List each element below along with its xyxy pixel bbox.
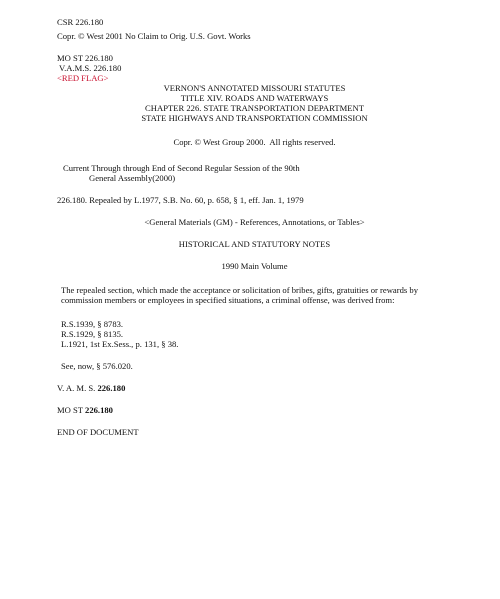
footer-most bbox=[57, 405, 457, 415]
end-of-document: END OF DOCUMENT bbox=[57, 427, 139, 437]
mo-st-reference: MO ST 226.180 bbox=[57, 53, 113, 63]
see-now: See, now, § 576.020. bbox=[61, 361, 133, 371]
header-citation: CSR 226.180 bbox=[57, 17, 104, 27]
repeal-paragraph: The repealed section, which made the acceptance or solicitation of bribes, gifts, gratuities or rewards by commission members or employees in specified situations, a criminal offense, was derived from: bbox=[61, 285, 418, 305]
derivation-item: R.S.1939, § 8783. bbox=[61, 319, 124, 329]
copyright-2000: Copr. © West Group 2000. All rights reserved. bbox=[173, 137, 336, 147]
footer-vams-prefix: V. A. M. S. bbox=[57, 383, 98, 393]
currency-line-2: General Assembly(2000) bbox=[89, 173, 176, 183]
red-flag-link[interactable]: <RED FLAG> bbox=[57, 73, 109, 83]
title-line-2: TITLE XIV. ROADS AND WATERWAYS bbox=[180, 93, 329, 103]
footer-vams-number: 226.180 bbox=[97, 383, 126, 393]
vams-reference: V.A.M.S. 226.180 bbox=[59, 63, 122, 73]
derivation-item: R.S.1929, § 8135. bbox=[61, 329, 124, 339]
title-line-3: CHAPTER 226. STATE TRANSPORTATION DEPARTMENT bbox=[145, 103, 364, 113]
general-materials-link[interactable]: <General Materials (GM) - References, Annotations, or Tables> bbox=[144, 217, 365, 227]
copyright-works: Copr. © West 2001 No Claim to Orig. U.S. Govt. Works bbox=[57, 31, 251, 41]
section-text: 226.180. Repealed by L.1977, S.B. No. 60, p. 658, § 1, eff. Jan. 1, 1979 bbox=[57, 195, 304, 205]
derivation-item: L.1921, 1st Ex.Sess., p. 131, § 38. bbox=[61, 339, 179, 349]
footer-vams bbox=[57, 383, 457, 393]
title-line-1: VERNON'S ANNOTATED MISSOURI STATUTES bbox=[163, 83, 346, 93]
currency-line-1: Current Through through End of Second Regular Session of the 90th bbox=[63, 163, 300, 173]
footer-most-number: 226.180 bbox=[85, 405, 113, 415]
statute-document bbox=[57, 17, 457, 437]
footer-most-prefix: MO ST bbox=[57, 405, 86, 415]
main-volume-heading: 1990 Main Volume bbox=[221, 261, 288, 271]
title-line-4: STATE HIGHWAYS AND TRANSPORTATION COMMISSION bbox=[141, 113, 368, 123]
notes-heading: HISTORICAL AND STATUTORY NOTES bbox=[178, 239, 331, 249]
